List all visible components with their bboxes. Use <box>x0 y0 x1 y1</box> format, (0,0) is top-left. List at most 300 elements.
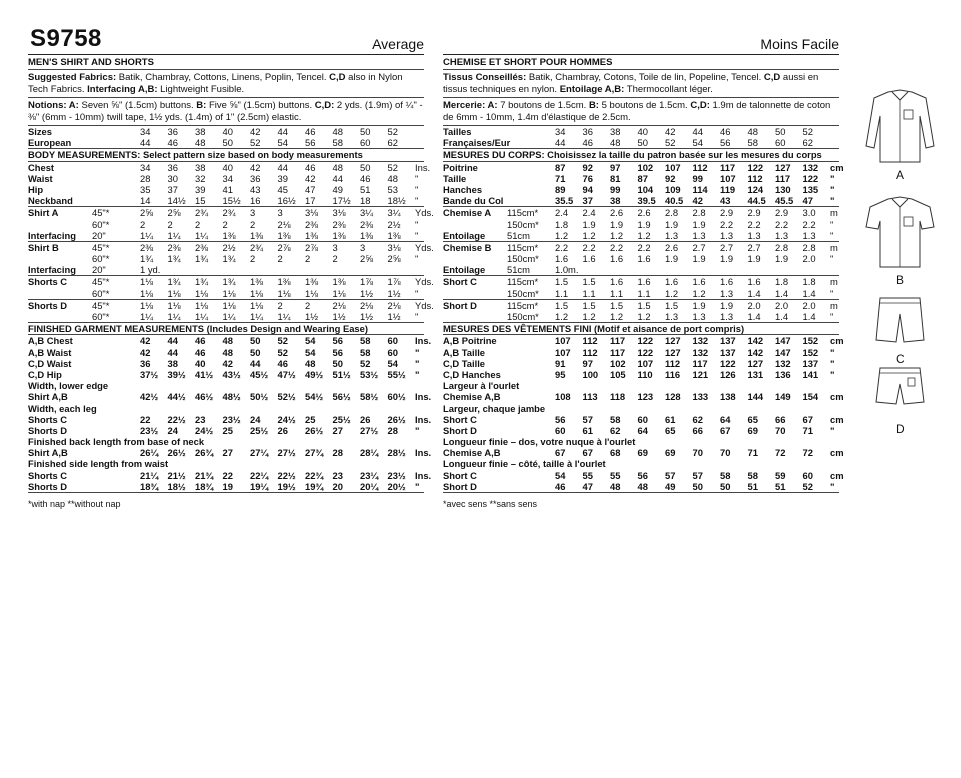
table-cell: 25 <box>305 413 316 425</box>
table-cell: 25 <box>222 424 233 436</box>
table-cell: 58 <box>332 137 343 149</box>
table-cell: 51 <box>775 480 786 492</box>
table-cell: 36 <box>167 126 178 137</box>
table-cell: 1.1 <box>637 287 651 299</box>
table-cell: 3 <box>250 207 256 219</box>
table-cell: 116 <box>665 368 681 380</box>
table-cell: 107 <box>720 172 736 184</box>
table-cell: 1¼ <box>140 229 154 241</box>
table-cell: 1¼ <box>222 311 236 322</box>
table-cell: 68 <box>610 447 621 459</box>
paragraph-text: 5 boutons de 1.5cm. <box>598 100 691 111</box>
table-cell: " <box>415 229 419 241</box>
header <box>28 26 424 55</box>
table-cell: 102 <box>637 161 654 173</box>
table-cell: " <box>830 424 835 436</box>
table-cell: 67 <box>802 413 813 425</box>
table-cell: 52 <box>802 126 813 137</box>
paragraph-text: Five ⅝" (1.5cm) buttons. <box>206 100 315 111</box>
table-cell: m <box>830 241 838 253</box>
table-cell: 49 <box>332 183 343 195</box>
table-cell: 2 <box>277 299 283 311</box>
table-cell: 1⅜ <box>222 229 236 241</box>
table-cell: " <box>830 183 835 195</box>
table-cell: 142 <box>747 346 764 358</box>
table-cell: 24 <box>167 424 178 436</box>
table-cell: 2.0 <box>775 299 789 311</box>
table-cell: 137 <box>720 335 736 347</box>
table-cell <box>507 347 555 358</box>
table-cell: 1.1 <box>555 287 569 299</box>
table-cell: 44½ <box>167 391 186 403</box>
table-cell: 2.2 <box>610 241 624 253</box>
table-cell: 1.6 <box>555 253 569 265</box>
table-cell <box>278 264 306 275</box>
table-cell: 1.9 <box>775 253 789 265</box>
table-cell: 46 <box>195 346 206 358</box>
table-cell: 16½ <box>277 195 296 207</box>
table-cell: 48 <box>222 346 233 358</box>
table-cell: Yds. <box>415 241 434 253</box>
table-cell: " <box>830 229 834 241</box>
table-cell: 104 <box>637 183 654 195</box>
table-cell: 99 <box>692 172 703 184</box>
table-cell: 48 <box>332 161 343 173</box>
table-row <box>443 481 839 493</box>
table-cell: 46½ <box>195 391 214 403</box>
table-cell: 19¾ <box>305 480 324 492</box>
table-cell: 115cm* <box>507 299 539 311</box>
table-cell: 2⅝ <box>360 253 374 265</box>
table-cell: 42 <box>692 195 703 207</box>
table-cell: 40 <box>195 357 206 369</box>
table-cell: 46 <box>305 126 316 137</box>
table-cell: 50½ <box>250 391 269 403</box>
table-cell: 107 <box>637 357 654 369</box>
bold-lead: Interfacing A,B: <box>87 83 158 95</box>
table-cell: 21½ <box>167 469 186 481</box>
table-cell: 42 <box>305 172 316 184</box>
table-cell: 51 <box>747 480 758 492</box>
table-cell: 23½ <box>140 424 159 436</box>
table-row <box>443 242 839 253</box>
table-cell: 2⅜ <box>332 218 346 230</box>
table-cell: m <box>830 207 838 219</box>
table-cell: m <box>830 276 838 288</box>
table-row <box>443 300 839 311</box>
table-cell: 18½ <box>167 480 186 492</box>
table-cell: 45"* <box>92 276 110 288</box>
long-shorts-icon <box>860 296 940 348</box>
table-cell: 1¾ <box>195 253 209 265</box>
table-cell: 42½ <box>140 391 159 403</box>
table-cell: 38 <box>610 126 621 137</box>
row-label: A,B Chest <box>28 335 73 347</box>
table-cell: 3 <box>277 207 283 219</box>
figure-label: B <box>896 273 905 287</box>
table-cell: 1.5 <box>582 299 596 311</box>
table-cell: 135 <box>802 183 819 195</box>
table-cell: 122 <box>720 357 736 369</box>
table-cell: 131 <box>747 368 764 380</box>
table-cell: 2¾ <box>250 241 264 253</box>
table-cell: " <box>415 183 419 195</box>
section-heading-row: FINISHED GARMENT MEASUREMENTS (Includes Design and Wearing Ease) <box>28 323 424 335</box>
figure-label: C <box>896 352 905 366</box>
table-row <box>443 207 839 218</box>
table-cell: 2¾ <box>195 207 209 219</box>
table-cell: 39.5 <box>637 195 656 207</box>
table-cell: 60 <box>360 137 371 149</box>
table-cell: 1.4 <box>802 287 816 299</box>
table-cell: 2½ <box>387 218 401 230</box>
table-cell: 2⅝ <box>387 253 401 265</box>
table-cell: 22¾ <box>305 469 324 481</box>
table-cell: 112 <box>582 335 598 347</box>
table-cell: 142 <box>747 335 764 347</box>
view-d-figure <box>858 366 948 436</box>
table-cell <box>830 137 839 148</box>
table-cell: 1⅜ <box>387 229 401 241</box>
table-row <box>443 311 839 323</box>
table-cell: " <box>830 357 835 369</box>
table-cell: 141 <box>802 368 819 380</box>
table-cell: 42 <box>222 357 233 369</box>
table-cell: 37 <box>167 183 178 195</box>
table-cell: 51½ <box>332 368 351 380</box>
table-row <box>28 369 424 380</box>
table-cell <box>333 264 361 275</box>
table-cell: 102 <box>610 357 626 369</box>
table-cell: 1.9 <box>692 299 706 311</box>
table-cell: 2.2 <box>775 218 789 230</box>
row-label <box>443 288 507 299</box>
table-cell: 1⅜ <box>305 229 319 241</box>
table-cell: 58 <box>747 469 758 481</box>
table-cell: " <box>415 287 419 299</box>
row-label: Hanches <box>443 183 483 195</box>
table-cell: 147 <box>775 346 791 358</box>
table-cell: 42 <box>250 161 261 173</box>
table-row <box>443 358 839 369</box>
table-cell: 46 <box>277 357 288 369</box>
table-cell: " <box>830 287 834 299</box>
table-cell <box>92 126 140 137</box>
table-cell: 2.6 <box>610 207 624 219</box>
table-cell: 152 <box>802 346 819 358</box>
table-cell <box>92 358 140 369</box>
row-label: Interfacing <box>28 229 76 241</box>
table-cell: 1½ <box>387 287 401 299</box>
section-heading-row: MESURES DU CORPS: Choisissez la taille du patron basée sur les mesures du corps <box>443 149 839 161</box>
table-cell: 38 <box>610 195 621 207</box>
table-cell: 38 <box>195 126 206 137</box>
table-cell: Yds. <box>415 207 434 219</box>
row-label: Entoilage <box>443 229 486 241</box>
table-cell: 69 <box>637 447 648 459</box>
row-label: Short C <box>443 469 477 481</box>
table-cell: 2 <box>167 218 173 230</box>
table-row <box>443 137 839 149</box>
table-cell: 144 <box>747 391 764 403</box>
table-cell <box>195 264 223 275</box>
table-cell: 40 <box>222 126 233 137</box>
row-label: C,D Waist <box>28 357 72 369</box>
table-row <box>443 469 844 481</box>
table-cell: 24½ <box>277 413 296 425</box>
table-cell: 48 <box>222 335 233 347</box>
table-cell: 58 <box>360 335 371 347</box>
table-cell: 2.0 <box>747 299 761 311</box>
table-cell: 1.6 <box>637 253 651 265</box>
table-cell <box>92 481 140 492</box>
table-cell: 1.9 <box>720 253 734 265</box>
paragraph-text: 2 yds. (1.9m) of ¼" - ⅜" (6mm - 10mm) twill tape, 1½ yds. (1.4m) of 1" (2.5cm) elastic. <box>28 100 423 123</box>
table-cell: 37 <box>582 195 593 207</box>
pattern-title: CHEMISE ET SHORT POUR HOMMES <box>443 55 839 70</box>
table-cell: 72 <box>775 447 786 459</box>
table-cell: 2.0 <box>802 253 816 265</box>
table-cell: 67 <box>555 447 566 459</box>
table-cell: 2.6 <box>637 207 651 219</box>
row-label: Shirt A,B <box>28 447 68 459</box>
table-cell: 3⅛ <box>332 207 346 219</box>
table-cell: 42 <box>140 335 151 347</box>
table-cell: 1.2 <box>555 229 569 241</box>
table-cell <box>388 264 416 275</box>
table-cell: 1.2 <box>555 311 569 322</box>
table-cell: cm <box>830 413 844 425</box>
table-cell: 64 <box>637 424 648 436</box>
table-cell: 39 <box>277 172 288 184</box>
table-cell: 1.8 <box>775 276 789 288</box>
table-cell <box>168 264 196 275</box>
table-cell: " <box>415 346 420 358</box>
table-cell: 2 <box>250 218 256 230</box>
table-cell: 2⅞ <box>305 241 319 253</box>
table-cell: 44.5 <box>747 195 766 207</box>
table-cell: 1⅞ <box>387 276 401 288</box>
table-cell: 87 <box>637 172 648 184</box>
table-cell <box>610 264 638 275</box>
table-cell: 55 <box>610 469 621 481</box>
table-cell: 22½ <box>277 469 296 481</box>
table-row <box>28 413 432 425</box>
section-heading-row: Longueur finie – côté, taille à l'ourlet <box>443 458 606 470</box>
table-cell: 51 <box>360 183 371 195</box>
table-cell: 49 <box>665 480 676 492</box>
view-b-figure <box>858 191 948 296</box>
table-cell: 54 <box>555 469 566 481</box>
table-cell: 28 <box>332 447 343 459</box>
table-cell: 1.2 <box>610 229 624 241</box>
table-cell: 2⅜ <box>167 241 181 253</box>
table-cell: 1 yd. <box>140 264 161 276</box>
table-cell: 1½ <box>332 311 346 322</box>
table-cell: 61 <box>665 413 676 425</box>
table-cell: 1¾ <box>167 276 181 288</box>
table-cell: 89 <box>555 183 566 195</box>
row-label: Short C <box>443 413 477 425</box>
table-cell: 44 <box>277 161 288 173</box>
table-cell: 2.8 <box>775 241 789 253</box>
table-cell: 1.6 <box>747 276 761 288</box>
table-cell: 122 <box>802 172 819 184</box>
table-cell: 1.9 <box>665 253 679 265</box>
table-cell: 28¼ <box>360 447 379 459</box>
table-cell: 21¼ <box>140 469 159 481</box>
table-row <box>443 230 839 242</box>
table-cell: " <box>415 195 419 207</box>
table-cell: 87 <box>555 161 566 173</box>
bold-lead: B: <box>196 100 207 111</box>
table-cell: 122 <box>637 335 654 347</box>
table-cell <box>583 264 611 275</box>
table-cell: cm <box>830 391 844 403</box>
paragraph-text: Batik, Chambray, Cotons, Toile de lin, Popeline, Tencel. <box>526 72 764 83</box>
section-heading-row: Largeur à l'ourlet <box>443 380 520 392</box>
table-row <box>28 264 424 276</box>
table-cell: 95 <box>555 368 566 380</box>
table-cell: 1¼ <box>140 311 154 322</box>
table-cell <box>223 264 251 275</box>
fabrics-paragraph <box>443 70 839 98</box>
table-cell: 100 <box>582 368 599 380</box>
table-cell: 55 <box>582 469 593 481</box>
table-cell: 44 <box>167 335 178 347</box>
table-cell <box>507 195 555 206</box>
table-cell: 1⅛ <box>332 287 346 299</box>
paragraph-text: Batik, Chambray, Cottons, Linens, Poplin, Tencel. <box>116 72 330 83</box>
table-cell: 1.3 <box>720 287 734 299</box>
table-cell: 1⅜ <box>332 229 346 241</box>
table-cell: 62 <box>692 413 703 425</box>
table-cell: 41 <box>222 183 233 195</box>
table-cell: 45.5 <box>775 195 794 207</box>
row-label <box>443 219 507 230</box>
table-cell: cm <box>830 447 844 459</box>
table-cell: 2.8 <box>692 207 706 219</box>
table-cell: 26¼ <box>140 447 159 459</box>
table-cell: 28 <box>387 424 398 436</box>
table-row <box>443 425 839 436</box>
table-cell: 128 <box>665 391 681 403</box>
table-cell: 54 <box>277 137 288 149</box>
table-row <box>443 173 839 184</box>
row-label: Short D <box>443 480 477 492</box>
table-cell: 14½ <box>167 195 186 207</box>
table-cell: 60 <box>387 346 398 358</box>
table-cell: 19½ <box>277 480 296 492</box>
table-cell: 52 <box>665 137 676 149</box>
table-row <box>443 264 839 276</box>
table-cell: 1.3 <box>665 229 679 241</box>
table-cell: 2.8 <box>665 207 679 219</box>
table-cell: 123 <box>637 391 654 403</box>
table-cell: 3⅛ <box>305 207 319 219</box>
fabrics-paragraph <box>28 70 424 98</box>
table-cell: 56 <box>637 469 648 481</box>
table-cell: Ins. <box>415 469 432 481</box>
table-row <box>28 299 434 311</box>
table-cell: 117 <box>610 335 626 347</box>
table-cell: 58 <box>360 346 371 358</box>
table-cell: 37½ <box>140 368 159 380</box>
table-row <box>443 288 839 300</box>
row-label: Poitrine <box>443 161 478 173</box>
table-row <box>28 358 424 369</box>
table-cell: 1⅛ <box>250 287 264 299</box>
table-row <box>28 425 424 436</box>
table-cell: cm <box>830 335 844 347</box>
header <box>443 26 839 55</box>
table-cell: 1.9 <box>665 218 679 230</box>
table-row <box>443 195 839 207</box>
table-cell: 20¼ <box>360 480 379 492</box>
table-cell: 48 <box>195 137 206 149</box>
table-cell: 3 <box>332 241 338 253</box>
table-cell: Yds. <box>415 299 434 311</box>
table-cell: 1.4 <box>747 287 761 299</box>
table-cell: 19¼ <box>250 480 269 492</box>
table-cell: 2⅝ <box>140 207 154 219</box>
table-cell: 2 <box>195 218 201 230</box>
table-cell: 53½ <box>360 368 379 380</box>
table-cell: 1.8 <box>802 276 816 288</box>
table-cell: 2.7 <box>747 241 761 253</box>
table-cell: 47 <box>305 183 316 195</box>
table-cell: 26½ <box>305 424 324 436</box>
row-label: Short C <box>443 276 477 288</box>
table-cell: 2⅛ <box>387 299 401 311</box>
table-cell <box>92 162 140 173</box>
row-label: Neckband <box>28 195 73 207</box>
pattern-title: MEN'S SHIRT AND SHORTS <box>28 55 424 70</box>
table-cell <box>775 264 803 275</box>
table-cell: 42 <box>140 346 151 358</box>
table-row <box>443 413 844 425</box>
figure-label: D <box>896 422 905 436</box>
table-cell <box>803 264 831 275</box>
table-cell: 1⅛ <box>140 299 154 311</box>
table-cell <box>830 126 839 137</box>
table-cell: 66 <box>692 424 703 436</box>
row-label: C,D Hip <box>28 368 62 380</box>
table-row <box>28 126 424 137</box>
table-cell: 2 <box>305 299 311 311</box>
table-cell: 16 <box>250 195 261 207</box>
row-label: Chemise A,B <box>443 447 501 459</box>
measurement-table <box>28 126 434 493</box>
table-cell: 1½ <box>387 311 401 322</box>
pattern-code: S9758 <box>30 25 102 52</box>
table-cell: 1⅛ <box>195 299 209 311</box>
row-label: C,D Taille <box>443 357 486 369</box>
table-cell: 115cm* <box>507 241 539 253</box>
row-label: A,B Taille <box>443 346 486 358</box>
table-cell <box>507 137 555 148</box>
table-cell: 46 <box>167 137 178 149</box>
table-cell: 46 <box>555 480 566 492</box>
table-cell: 70 <box>775 424 786 436</box>
paragraph-text: 1.9m de talonnette de coton de 6mm - 10mm, 1.4m d'élastique de 2.5cm. <box>443 100 831 123</box>
table-cell: " <box>415 253 419 265</box>
table-cell: 115cm* <box>507 276 539 288</box>
table-cell: " <box>415 311 419 322</box>
table-cell: 1⅜ <box>332 276 346 288</box>
table-cell: 1¼ <box>277 311 291 322</box>
table-cell: Ins. <box>415 391 432 403</box>
